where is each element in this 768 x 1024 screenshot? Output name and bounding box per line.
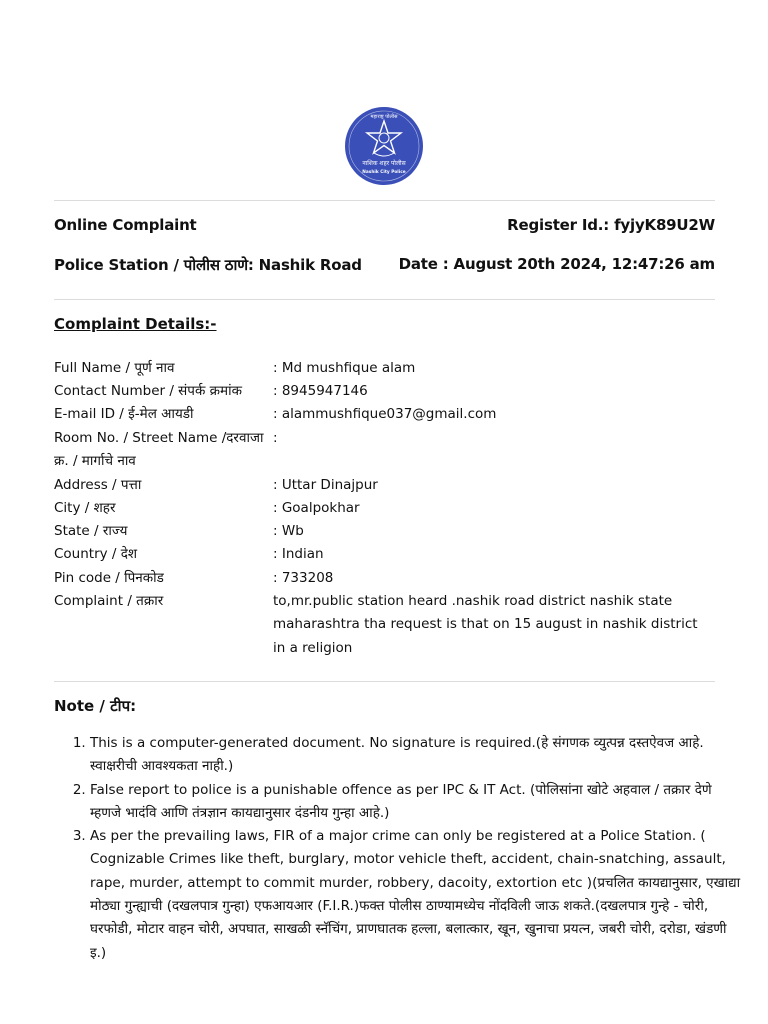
field-label: E-mail ID / ई-मेल आयडी xyxy=(54,406,194,422)
field-label: Room No. / Street Name /दरवाजा क्र. / मार्गाचे नाव xyxy=(54,430,264,470)
note-item: 2. False report to police is a punishable offence as per IPC & IT Act. (पोलिसांना खोटे अहवाल / तक्रार देणे म्हणजे भादंवि आणि तंत्रज्ञान कायद्यानुसार दंडनीय गुन्हा आहे.) xyxy=(90,779,745,826)
register-id: Register Id.: fyjyK89U2W xyxy=(507,216,715,234)
field-value: : xyxy=(273,430,278,446)
field-value: : Md mushfique alam xyxy=(273,360,416,376)
field-value: : 8945947146 xyxy=(273,383,368,399)
field-label: Pin code / पिनकोड xyxy=(54,570,164,586)
note-list xyxy=(54,732,745,965)
police-emblem-icon xyxy=(344,106,424,186)
field-value: : Uttar Dinajpur xyxy=(273,477,378,493)
complaint-details-title: Complaint Details:- xyxy=(54,315,217,333)
note-item: 3. As per the prevailing laws, FIR of a major crime can only be registered at a Police Station. ( Cognizable Crimes like theft, burglary, motor vehicle theft, accident, chain-snatching, assault, rape, murder, attempt to commit murder, robbery, dacoity, extortion etc )(प्रचलित कायद्यानुसार, एखाद्या मोठ्या गुन्ह्याची (दखलपात्र गुन्हा) एफआयआर (F.I.R.)फक्त पोलीस ठाण्यामध्येच नोंदविली जाऊ शकते.(दखलपात्र गुन्हे - चोरी, घरफोडी, मोटार वाहन चोरी, अपघात, साखळी स्नॅचिंग, प्राणघातक हल्ला, बलात्कार, खून, खुनाचा प्रयत्न, जबरी चोरी, दरोडा, खंडणी इ.) xyxy=(90,825,745,965)
field-value: : Indian xyxy=(273,546,324,562)
field-label: Complaint / तक्रार xyxy=(54,593,164,609)
field-label: State / राज्य xyxy=(54,523,128,539)
field-value: : Goalpokhar xyxy=(273,500,360,516)
field-label: Country / देश xyxy=(54,546,138,562)
divider xyxy=(54,200,715,201)
field-label: Contact Number / संपर्क क्रमांक xyxy=(54,383,242,399)
police-station: Police Station / पोलीस ठाणे: Nashik Road xyxy=(54,256,362,274)
field-value: : 733208 xyxy=(273,570,334,586)
svg-text:महाराष्ट्र पोलीस: महाराष्ट्र पोलीस xyxy=(370,114,398,120)
field-label: Address / पत्ता xyxy=(54,477,142,493)
svg-text:Nashik City Police: Nashik City Police xyxy=(362,170,406,175)
field-value: to,mr.public station heard .nashik road district nashik state maharashtra tha request is that on 15 august in nashik district in a religion xyxy=(273,593,698,656)
field-label: City / शहर xyxy=(54,500,116,516)
nashik-city-police-logo xyxy=(344,106,424,186)
divider xyxy=(54,681,715,682)
note-title: Note / टीप: xyxy=(54,697,137,715)
field-value: : Wb xyxy=(273,523,304,539)
page-title: Online Complaint xyxy=(54,216,197,234)
complaint-date: Date : August 20th 2024, 12:47:26 am xyxy=(398,255,715,273)
divider xyxy=(54,299,715,300)
note-item: 1. This is a computer-generated document. No signature is required.(हे संगणक व्युत्पन्न दस्तऐवज आहे. स्वाक्षरीची आवश्यकता नाही.) xyxy=(90,732,745,779)
field-value: : alammushfique037@gmail.com xyxy=(273,406,497,422)
field-label: Full Name / पूर्ण नाव xyxy=(54,360,175,376)
svg-text:नाशिक शहर पोलीस: नाशिक शहर पोलीस xyxy=(362,160,406,167)
